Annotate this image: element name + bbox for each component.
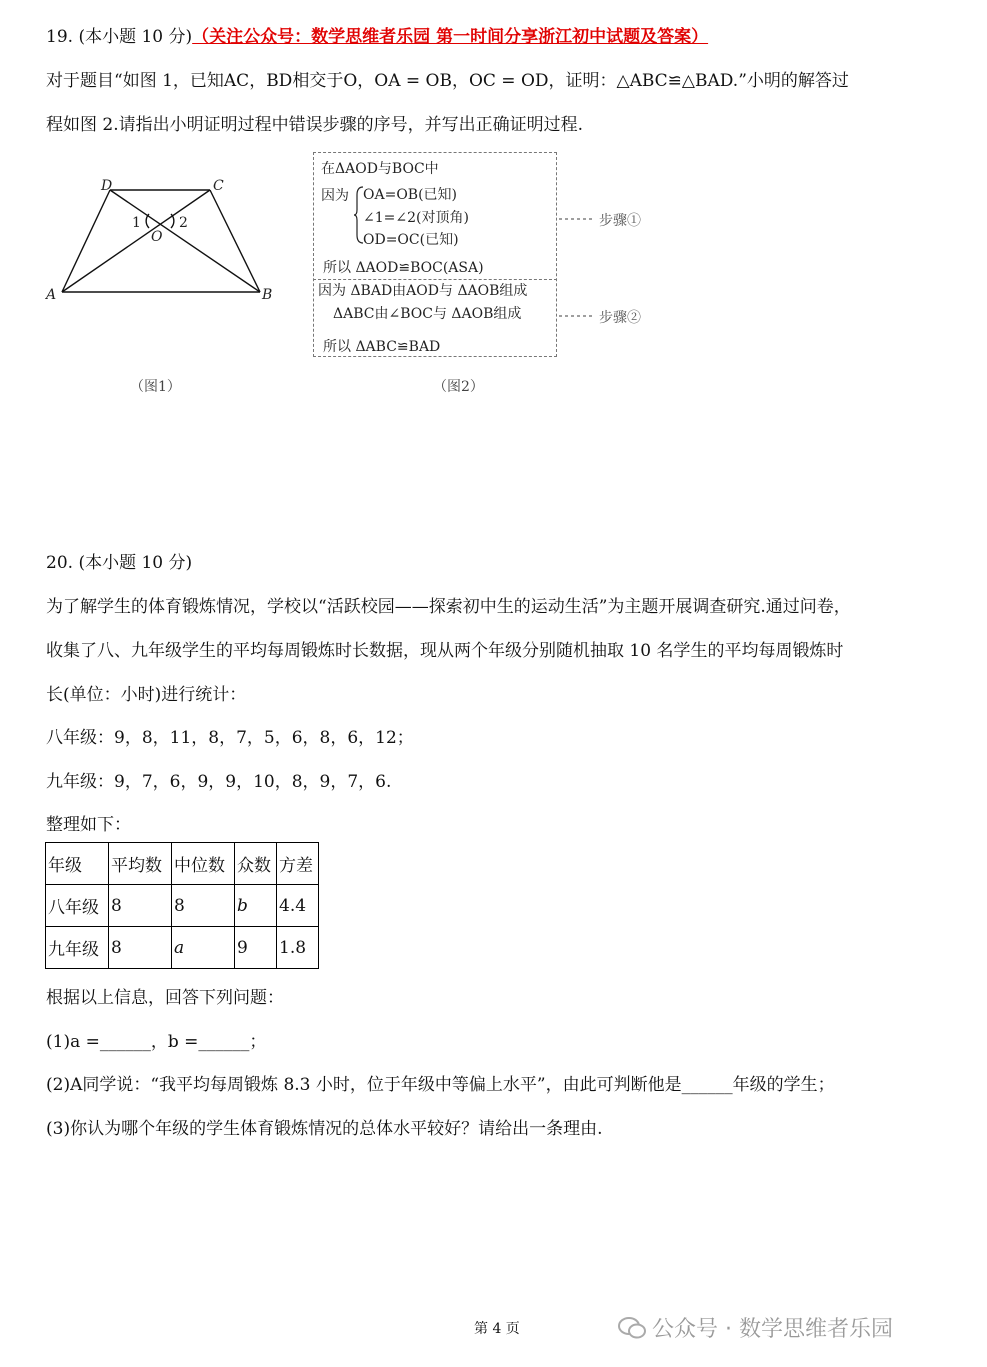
organize-label: 整理如下： — [46, 815, 131, 835]
table-cell: a — [172, 927, 235, 969]
proof-line-5: OD=OC(已知) — [363, 232, 459, 248]
table-header: 平均数 — [109, 843, 172, 885]
table-header: 方差 — [277, 843, 319, 885]
step-connectors — [557, 210, 602, 330]
q20-para-1: 为了解学生的体育锻炼情况，学校以“活跃校园——探索初中生的运动生活”为主题开展调查研究.通过问卷， — [46, 597, 851, 617]
table-cell: 九年级 — [46, 927, 109, 969]
answer-intro: 根据以上信息，回答下列问题： — [46, 988, 284, 1008]
table-cell: 9 — [235, 927, 277, 969]
proof-line-1: 在ΔAOD与BOC中 — [321, 161, 439, 177]
step-2-label: 步骤② — [599, 310, 641, 326]
sub-question-1: (1)a =______，b =______； — [46, 1032, 267, 1052]
label-d: D — [101, 178, 113, 194]
proof-line-4: ∠1=∠2(对顶角) — [363, 210, 469, 226]
table-row — [46, 927, 319, 969]
table-header: 众数 — [235, 843, 277, 885]
watermark — [618, 1312, 893, 1343]
label-c: C — [213, 178, 224, 194]
label-angle-1: 1 — [132, 215, 141, 231]
watermark-text: 公众号 · 数学思维者乐园 — [652, 1317, 893, 1342]
table-cell: b — [235, 885, 277, 927]
step-1-label: 步骤① — [599, 213, 641, 229]
figure-2-caption: （图2） — [433, 379, 484, 395]
figure-2-proof-box — [313, 152, 557, 357]
table-header-row — [46, 843, 319, 885]
label-b: B — [262, 287, 273, 303]
wechat-icon — [618, 1316, 646, 1340]
table-cell: 1.8 — [277, 927, 319, 969]
q20-para-3: 长(单位：小时)进行统计： — [46, 685, 247, 705]
proof-line-9: 所以 ΔABC≌BAD — [323, 339, 441, 355]
q19-text-line1: 对于题目“如图 1，已知AC，BD相交于O，OA = OB，OC = OD，证明：△ABC≌△BAD.”小明的解答过 — [46, 71, 849, 91]
proof-line-2: 因为 — [321, 188, 349, 204]
sub-question-3: (3)你认为哪个年级的学生体育锻炼情况的总体水平较好？请给出一条理由. — [46, 1119, 603, 1139]
figure-1-caption: （图1） — [130, 379, 181, 395]
label-a: A — [46, 287, 57, 303]
table-row — [46, 885, 319, 927]
grade8-data: 八年级：9，8，11，8，7，5，6，8，6，12； — [46, 728, 414, 748]
table-header: 年级 — [46, 843, 109, 885]
sub-question-2: (2)A同学说：“我平均每周锻炼 8.3 小时，位于年级中等偏上水平”，由此可判断他是______年级的学生； — [46, 1075, 835, 1095]
table-cell: 4.4 — [277, 885, 319, 927]
proof-line-3: OA=OB(已知) — [363, 187, 458, 203]
figure-1-diagram — [40, 170, 290, 310]
promo-text[interactable]: （关注公众号：数学思维者乐园 第一时间分享浙江初中试题及答案） — [192, 27, 709, 47]
stats-table — [45, 842, 319, 969]
table-cell: 8 — [172, 885, 235, 927]
page-number: 第 4 页 — [474, 1321, 520, 1337]
q19-text-line2: 程如图 2.请指出小明证明过程中错误步骤的序号，并写出正确证明过程. — [46, 115, 584, 135]
q19-header-line — [46, 22, 708, 47]
q20-para-2: 收集了八、九年级学生的平均每周锻炼时长数据，现从两个年级分别随机抽取 10 名学生的平均每周锻炼时 — [46, 641, 844, 661]
table-cell: 8 — [109, 927, 172, 969]
table-cell: 8 — [109, 885, 172, 927]
table-cell: 八年级 — [46, 885, 109, 927]
q19-header: 19. (本小题 10 分) — [46, 27, 193, 47]
label-angle-2: 2 — [179, 215, 188, 231]
proof-line-7: 因为 ΔBAD由AOD与 ΔAOB组成 — [318, 283, 528, 299]
label-o: O — [151, 229, 163, 245]
table-header: 中位数 — [172, 843, 235, 885]
q20-header: 20. (本小题 10 分) — [46, 553, 193, 573]
proof-line-8: ΔABC由∠BOC与 ΔAOB组成 — [333, 306, 522, 322]
proof-line-6: 所以 ΔAOD≌BOC(ASA) — [323, 260, 484, 276]
grade9-data: 九年级：9，7，6，9，9，10，8，9，7，6. — [46, 772, 392, 792]
